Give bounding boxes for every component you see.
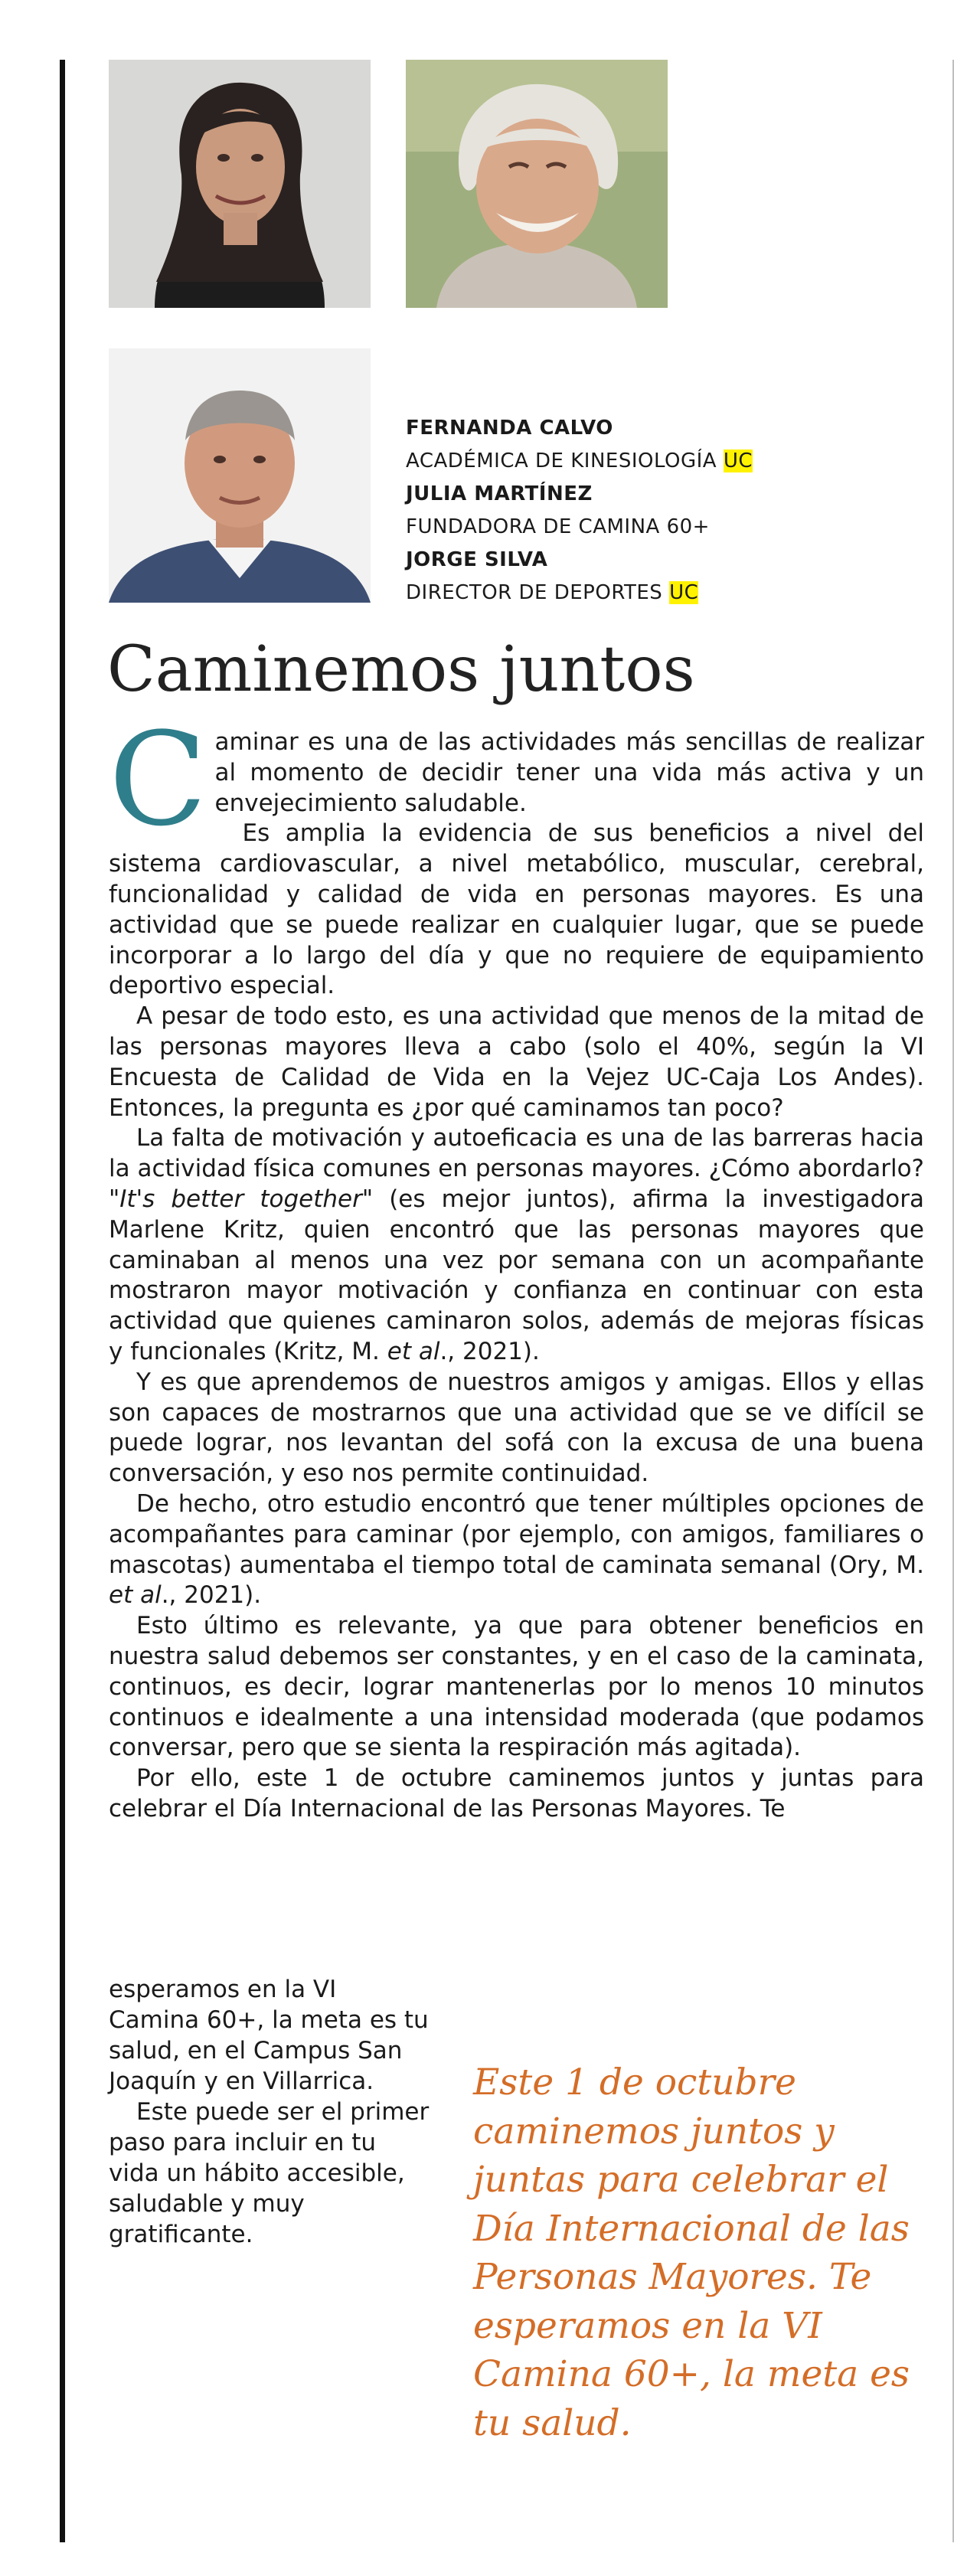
body-paragraph: La falta de motivación y autoeficacia es una de las barreras hacia la actividad física comunes en personas mayores. ¿Cómo abordarlo? "It's better together" (es mejor juntos), afirma la investigadora Marlene Kritz, quien encontró que las personas mayores que caminaban al menos una vez por semana con un acompañante mostraron mayor motivación y confianza en continuar con esta actividad que quienes caminaron solos, además de mejoras físicas y funcionales (Kritz, M. et al., 2021). — [109, 1124, 925, 1365]
body-paragraph: Esto último es relevante, ya que para obtener beneficios en nuestra salud debemos ser constantes, y en el caso de la caminata, continuos, es decir, lograr mantenerlas por lo menos 10 minutos continuos e idealmente a una intensidad moderada (que podamos conversar, pero que se sienta la respiración más agitada). — [109, 1612, 924, 1762]
body-paragraph: Es amplia la evidencia de sus beneficios a nivel del sistema cardiovascular, a nivel metabólico, muscular, cerebral, funcionalidad y calidad de vida en personas mayores. Es una actividad que se puede realizar en cualquier lugar, que se puede incorporar a lo largo del día y que no requiere de equipamiento deportivo especial. — [109, 819, 924, 1000]
body-paragraph: De hecho, otro estudio encontró que tener múltiples opciones de acompañantes para caminar (por ejemplo, con amigos, familiares o mascotas) aumentaba el tiempo total de caminata semanal (Ory, M. et al., 2021). — [109, 1489, 924, 1610]
left-column-rule — [60, 60, 65, 2542]
article-body-narrow-column — [109, 1974, 430, 2250]
author-name: FERNANDA CALVO — [406, 417, 613, 440]
author-name: JORGE SILVA — [406, 548, 548, 571]
article-headline: Caminemos juntos — [107, 633, 695, 706]
author-byline — [406, 412, 804, 610]
drop-cap: C — [109, 704, 207, 855]
highlighted-tag: UC — [723, 449, 753, 472]
author-photo-jorge-silva — [109, 348, 371, 603]
body-paragraph: Este puede ser el primer paso para incluir en tu vida un hábito accesible, saludable y muy gratificante. — [109, 2098, 430, 2248]
highlighted-tag: UC — [669, 581, 699, 604]
body-paragraph: Caminar es una de las actividades más sencillas de realizar al momento de decidir tener una vida más activa y un envejecimiento saludable. — [109, 704, 924, 855]
author-role: DIRECTOR DE DEPORTES UC — [406, 581, 699, 604]
author-role: ACADÉMICA DE KINESIOLOGÍA UC — [406, 449, 753, 472]
body-paragraph: esperamos en la VI Camina 60+, la meta es tu salud, en el Campus San Joaquín y en Villarrica. — [109, 1976, 429, 2095]
body-paragraph: Y es que aprendemos de nuestros amigos y amigas. Ellos y ellas son capaces de mostrarnos que una actividad que se ve difícil se puede lograr, nos levantan del sofá con la excusa de una buena conversación, y eso nos permite continuidad. — [109, 1368, 924, 1488]
author-photo-julia-martinez — [406, 60, 668, 308]
author-photo-fernanda-calvo — [109, 60, 371, 308]
author-name: JULIA MARTÍNEZ — [406, 482, 593, 505]
body-paragraph: Por ello, este 1 de octubre caminemos juntos y juntas para celebrar el Día Internacional de las Personas Mayores. Te — [109, 1764, 924, 1822]
article-body — [109, 704, 925, 1825]
body-paragraph: A pesar de todo esto, es una actividad que menos de la mitad de las personas mayores lleva a cabo (solo el 40%, según la VI Encuesta de Calidad de Vida en la Vejez UC-Caja Los Andes). Entonces, la pregunta es ¿por qué caminamos tan poco? — [109, 1002, 924, 1122]
author-role: FUNDADORA DE CAMINA 60+ — [406, 515, 710, 538]
pull-quote: Este 1 de octubre caminemos juntos y juntas para celebrar el Día Internacional de las Personas Mayores. Te esperamos en la VI Camina 60+, la meta es tu salud. — [473, 2061, 910, 2444]
